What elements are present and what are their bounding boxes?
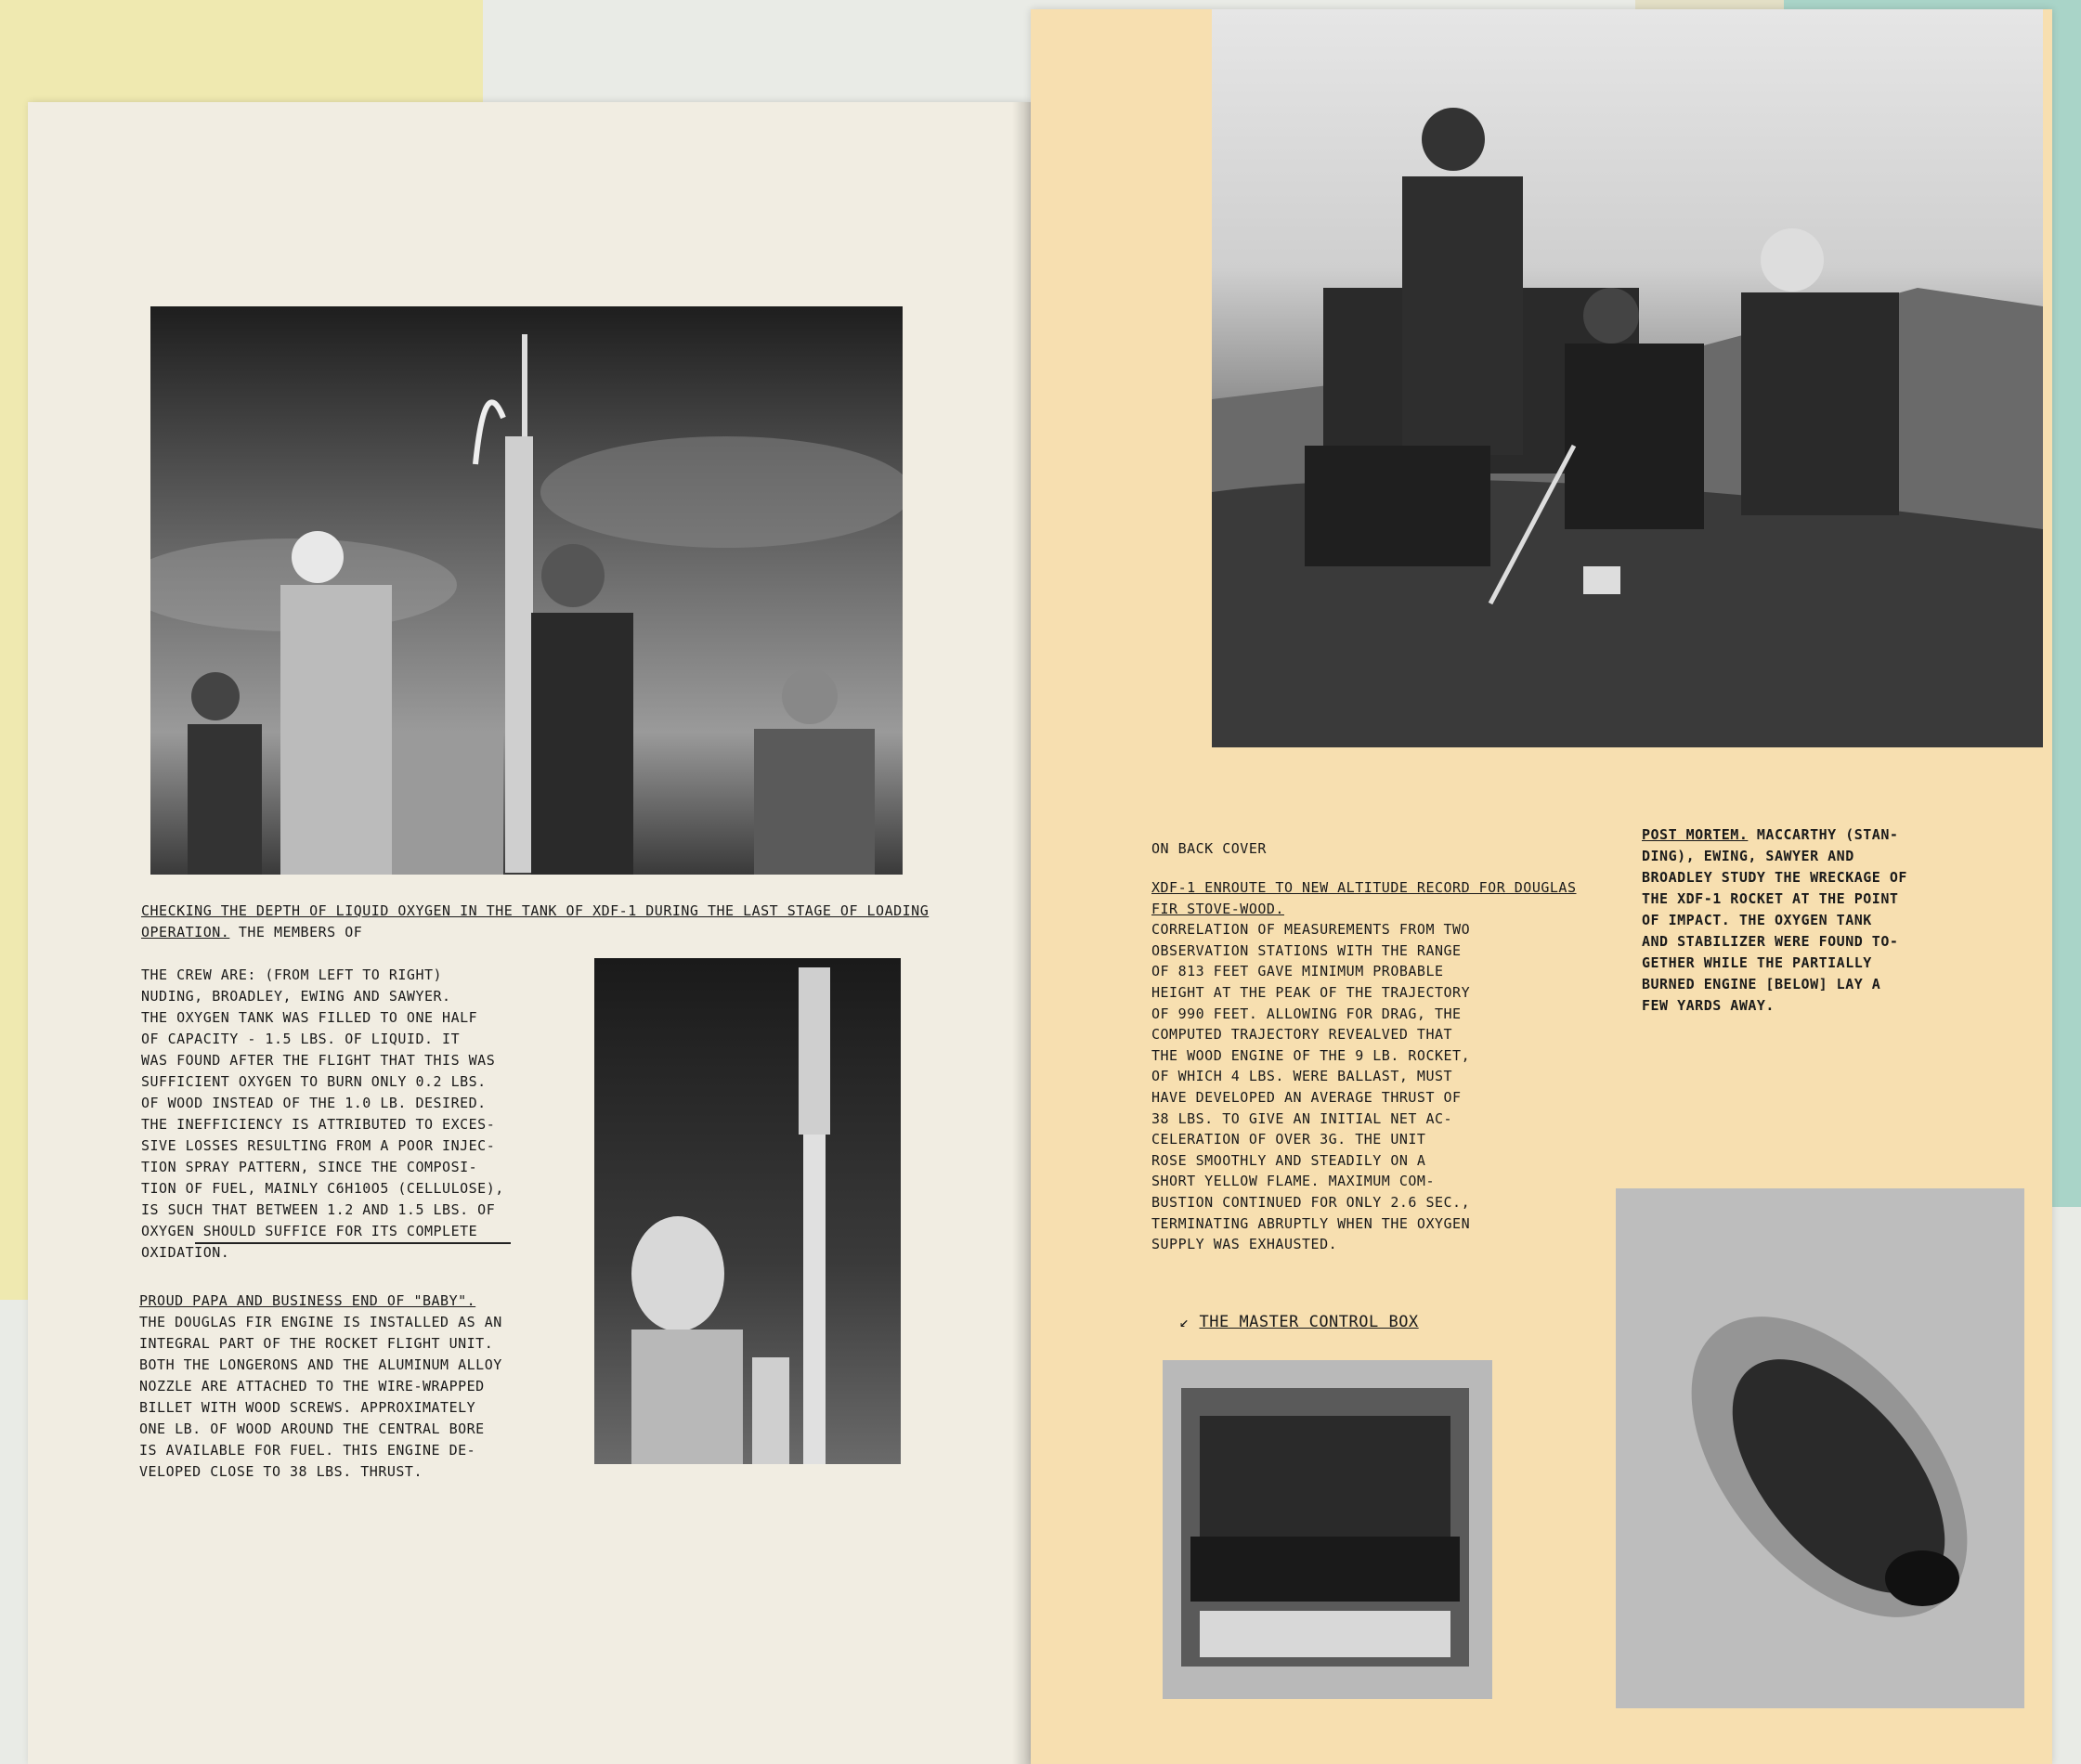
caption1-line: IS SUCH THAT BETWEEN 1.2 AND 1.5 LBS. OF	[141, 1201, 496, 1218]
caption1-line: TION SPRAY PATTERN, SINCE THE COMPOSI-	[141, 1159, 478, 1175]
caption3-line: SUPPLY WAS EXHAUSTED.	[1151, 1236, 1338, 1253]
caption2-line: ONE LB. OF WOOD AROUND THE CENTRAL BORE	[139, 1420, 485, 1437]
photo-crew-loading-oxygen	[150, 306, 903, 875]
caption3-line: CORRELATION OF MEASUREMENTS FROM TWO	[1151, 921, 1471, 939]
caption3-line: OF 813 FEET GAVE MINIMUM PROBABLE	[1151, 963, 1444, 980]
caption3-line: BUSTION CONTINUED FOR ONLY 2.6 SEC.,	[1151, 1193, 1471, 1211]
caption4-line: THE XDF-1 ROCKET AT THE POINT	[1642, 890, 1899, 907]
caption4-line: AND STABILIZER WERE FOUND TO-	[1642, 933, 1899, 950]
caption4-line: BURNED ENGINE [BELOW] LAY A	[1642, 976, 1881, 992]
caption4-line: FEW YARDS AWAY.	[1642, 997, 1775, 1014]
caption-oxygen-loading	[141, 901, 958, 943]
master-control-text: THE MASTER CONTROL BOX	[1199, 1313, 1419, 1331]
caption1-line: NUDING, BROADLEY, EWING AND SAWYER.	[141, 988, 451, 1005]
caption3-line: TERMINATING ABRUPTLY WHEN THE OXYGEN	[1151, 1214, 1471, 1232]
arrow-down-left-icon: ↙	[1179, 1313, 1190, 1331]
caption1-line: WAS FOUND AFTER THE FLIGHT THAT THIS WAS	[141, 1052, 496, 1069]
left-page	[28, 102, 1031, 1764]
caption-oxygen-loading-members: THE MEMBERS OF	[238, 924, 363, 940]
caption3-line: HEIGHT AT THE PEAK OF THE TRAJECTORY	[1151, 983, 1471, 1001]
photo-master-control-box	[1163, 1360, 1492, 1699]
caption1-line: SIVE LOSSES RESULTING FROM A POOR INJEC-	[141, 1137, 496, 1154]
caption3-line: HAVE DEVELOPED AN AVERAGE THRUST OF	[1151, 1088, 1462, 1106]
caption2-line: BILLET WITH WOOD SCREWS. APPROXIMATELY	[139, 1399, 476, 1416]
caption4-line: BROADLEY STUDY THE WRECKAGE OF	[1642, 869, 1907, 886]
back-cover-label: ON BACK COVER	[1151, 840, 1267, 857]
caption3-line: COMPUTED TRAJECTORY REVEALVED THAT	[1151, 1026, 1453, 1044]
caption2-line: BOTH THE LONGERONS AND THE ALUMINUM ALLOY	[139, 1356, 502, 1373]
caption-oxygen-loading-body	[141, 965, 578, 1264]
caption-post-mortem	[1642, 824, 2013, 1017]
caption2-line: NOZZLE ARE ATTACHED TO THE WIRE-WRAPPED	[139, 1378, 485, 1394]
caption2-line: VELOPED CLOSE TO 38 LBS. THRUST.	[139, 1463, 423, 1480]
caption3-line: OF WHICH 4 LBS. WERE BALLAST, MUST	[1151, 1068, 1453, 1085]
caption1-line: THE CREW ARE: (FROM LEFT TO RIGHT)	[141, 966, 443, 983]
photo-proud-papa-rocket	[594, 958, 901, 1464]
caption-proud-papa	[139, 1291, 594, 1483]
photo-post-mortem-crew	[1212, 9, 2043, 747]
caption-post-mortem-heading: POST MORTEM.	[1642, 826, 1749, 843]
right-page	[1031, 9, 2052, 1764]
caption-xdf1-enroute-heading: XDF-1 ENROUTE TO NEW ALTITUDE RECORD FOR DOUGLAS FIR STOVE-WOOD.	[1151, 879, 1577, 917]
caption1-line: OF WOOD INSTEAD OF THE 1.0 LB. DESIRED.	[141, 1095, 487, 1111]
caption1-line: OXYGEN SHOULD SUFFICE FOR ITS COMPLETE	[141, 1223, 478, 1239]
master-control-label	[1179, 1312, 1551, 1333]
caption3-line: 38 LBS. TO GIVE AN INITIAL NET AC-	[1151, 1109, 1453, 1127]
caption3-line: SHORT YELLOW FLAME. MAXIMUM COM-	[1151, 1173, 1435, 1190]
caption1-line: THE INEFFICIENCY IS ATTRIBUTED TO EXCES-	[141, 1116, 496, 1133]
photo-burned-engine-wreckage	[1616, 1188, 2024, 1708]
caption4-line: DING), EWING, SAWYER AND	[1642, 848, 1854, 864]
caption1-line: OXIDATION.	[141, 1244, 230, 1261]
caption3-line: CELERATION OF OVER 3G. THE UNIT	[1151, 1131, 1426, 1148]
caption-proud-papa-heading: PROUD PAPA AND BUSINESS END OF "BABY".	[139, 1292, 476, 1309]
caption-post-mortem-first	[1642, 824, 2013, 846]
caption1-line: THE OXYGEN TANK WAS FILLED TO ONE HALF	[141, 1009, 478, 1026]
caption-xdf1-enroute	[1151, 877, 1579, 1255]
caption2-line: INTEGRAL PART OF THE ROCKET FLIGHT UNIT.	[139, 1335, 494, 1352]
caption-oxygen-loading-heading: CHECKING THE DEPTH OF LIQUID OXYGEN IN THE TANK OF XDF-1 DURING THE LAST STAGE OF LOADING OPERATION.	[141, 902, 930, 940]
section-divider	[195, 1242, 511, 1244]
caption4-line: GETHER WHILE THE PARTIALLY	[1642, 954, 1872, 971]
caption4-line: MACCARTHY (STAN-	[1756, 826, 1899, 843]
caption2-line: IS AVAILABLE FOR FUEL. THIS ENGINE DE-	[139, 1442, 476, 1459]
caption3-line: THE WOOD ENGINE OF THE 9 LB. ROCKET,	[1151, 1046, 1471, 1064]
caption3-line: OF 990 FEET. ALLOWING FOR DRAG, THE	[1151, 1005, 1462, 1022]
caption2-line: THE DOUGLAS FIR ENGINE IS INSTALLED AS AN	[139, 1314, 502, 1330]
caption3-line: ROSE SMOOTHLY AND STEADILY ON A	[1151, 1151, 1426, 1169]
caption1-line: TION OF FUEL, MAINLY C6H10O5 (CELLULOSE),	[141, 1180, 504, 1197]
caption1-line: SUFFICIENT OXYGEN TO BURN ONLY 0.2 LBS.	[141, 1073, 487, 1090]
caption3-line: OBSERVATION STATIONS WITH THE RANGE	[1151, 941, 1462, 959]
caption4-line: OF IMPACT. THE OXYGEN TANK	[1642, 912, 1872, 928]
caption-oxygen-loading-lead	[141, 901, 958, 943]
caption1-line: OF CAPACITY - 1.5 LBS. OF LIQUID. IT	[141, 1031, 461, 1047]
